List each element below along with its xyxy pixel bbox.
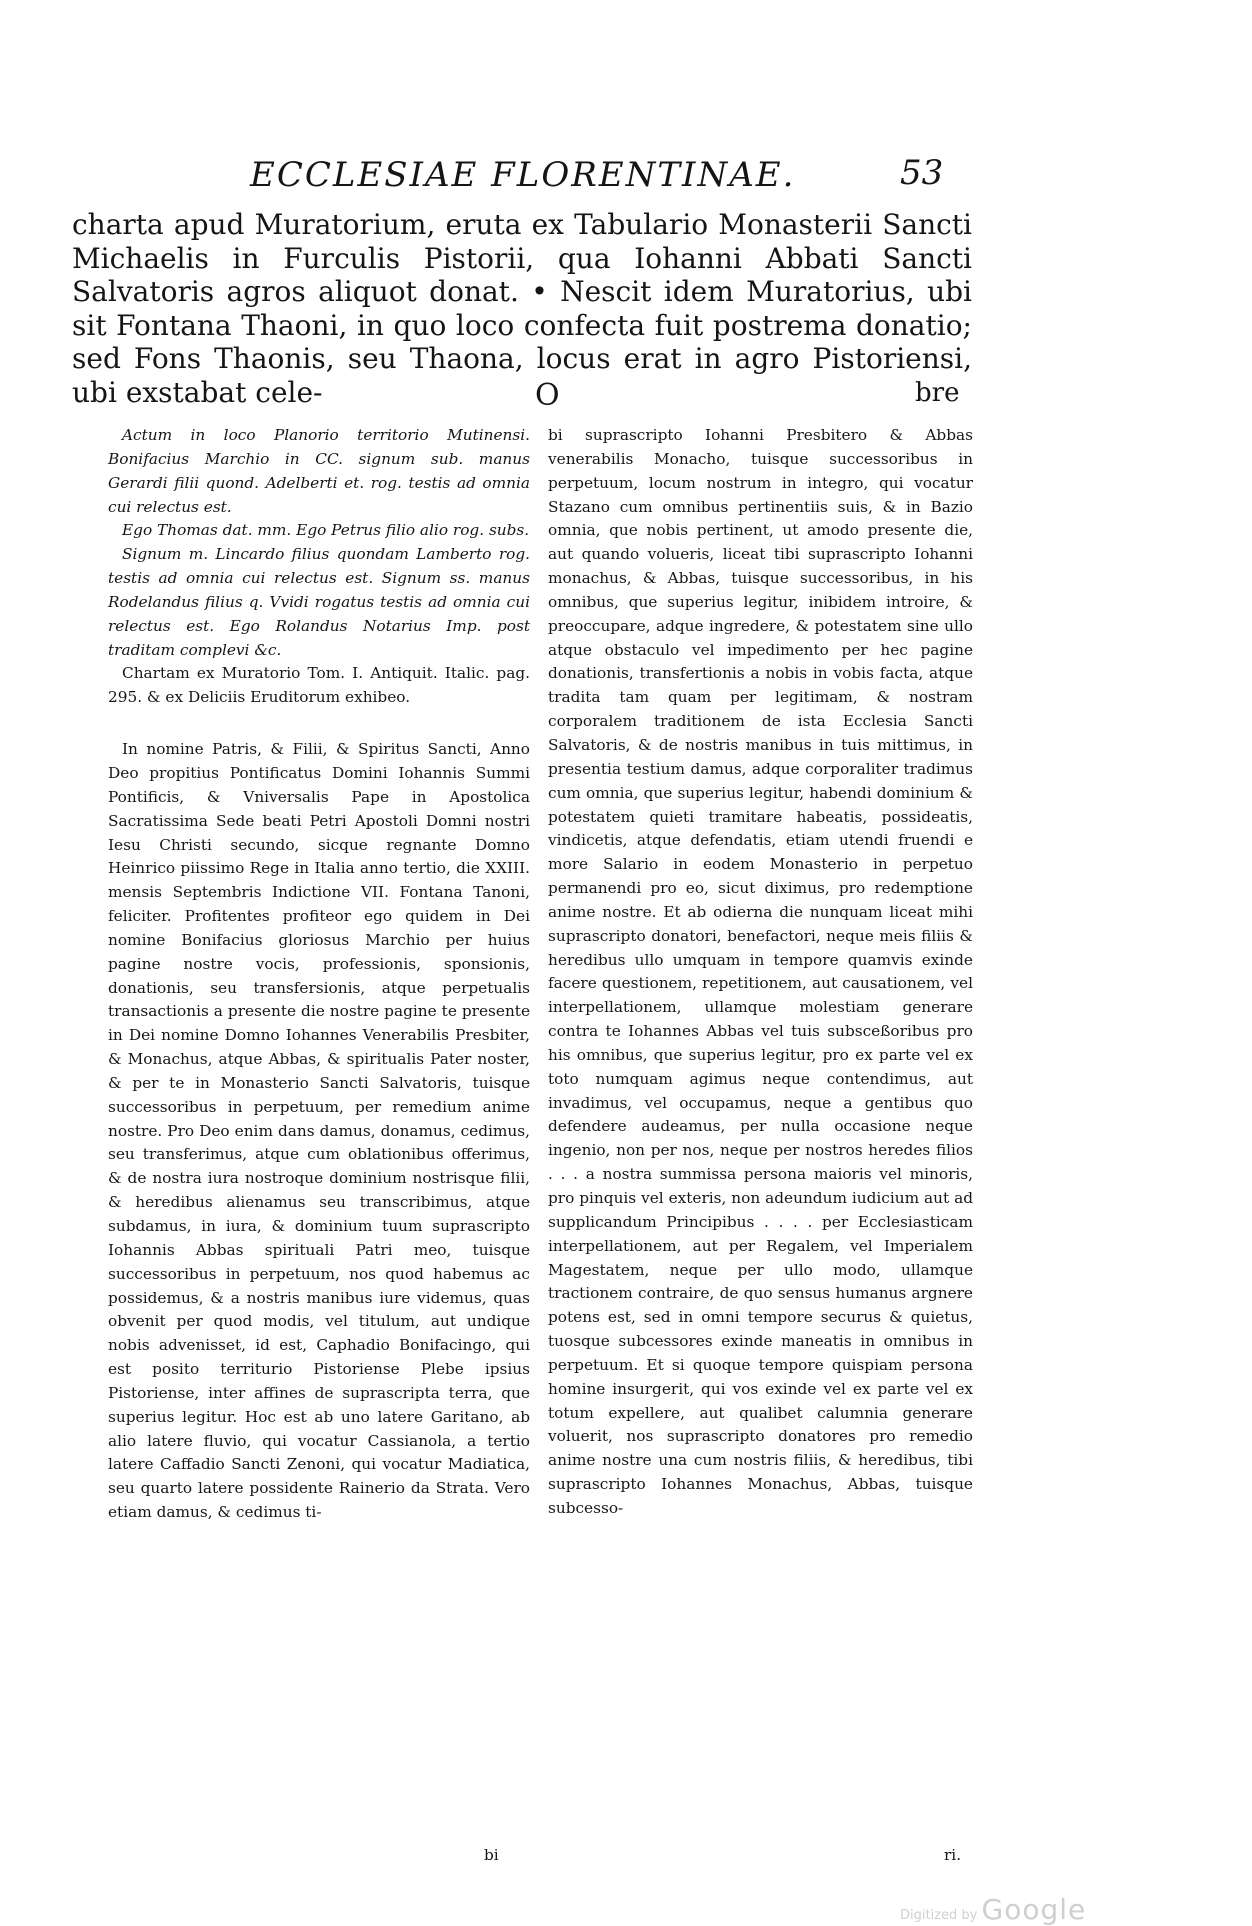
digitization-watermark [900,1893,1086,1926]
intro-text: charta apud Muratorium, eruta ex Tabulario Monasterii Sancti Michaelis in Furculis Pistorii, qua Iohanni Abbati Sancti Salvatoris agros aliquot donat. • Nescit idem Muratorius, ubi sit Fontana Thaoni, in quo loco confecta fuit postrema donatio; sed Fons Thaonis, seu Thaona, locus erat in agro Pistoriensi, ubi exstabat cele- [72,208,972,409]
intro-catchword: bre [915,378,960,408]
signature-mark: O [535,378,560,413]
left-catchword: bi [484,1846,499,1864]
intro-paragraph [72,208,972,409]
running-title: ECCLESIAE FLORENTINAE. [250,155,796,195]
column-gap [108,710,530,738]
charter-continuation: bi suprascripto Iohanni Presbitero & Abbas venerabilis Monacho, tuisque successoribus in perpetuum, locum nostrum in integro, qui vocatur Stazano cum omnibus pertinentiis suis, & in Bazio omnia, que nobis pertinent, ut amodo presente die, aut quando volueris, liceat tibi suprascripto Iohanni monachus, & Abbas, tuisque successoribus, in his omnibus, que superius legitur, inibidem introire, & preoccupare, adque ingredere, & potestatem sine ullo atque obstaculo vel impedimento per hec pagine donationis, transfertionis a nobis in vobis facta, atque tradita tam quam per legitimam, & nostram corporalem traditionem de ista Ecclesia Sancti Salvatoris, & de nostris manibus in tuis mittimus, in presentia testium damus, adque corporaliter tradimus cum omnia, que superius legitur, habendi dominium & potestatem quieti tramitare habeatis, possideatis, vindicetis, atque defendatis, etiam utendi fruendi e more Salario in eodem Monasterio in perpetuo permanendi pro eo, sicut diximus, pro redemptione anime nostre. Et ab odierna die nunquam liceat mihi suprascripto donatori, benefactori, neque meis filiis & heredibus ullo umquam in tempore quamvis exinde facere questionem, repetitionem, aut causationem, vel interpellationem, ullamque molestiam generare contra te Iohannes Abbas vel tuis subsceßoribus pro his omnibus, que superius legitur, pro ex parte vel ex toto numquam agimus neque contendimus, aut invadimus, vel occupamus, neque a gentibus quo defendere audeamus, per nulla occasione neque ingenio, non per nos, neque per nostros heredes filios . . . a nostra summissa persona maioris vel minoris, pro pinquis vel exteris, non adeundum iudicium aut ad supplicandum Principibus . . . . per Ecclesiasticam interpellationem, aut per Regalem, vel Imperialem Magestatem, neque per ullo modo, ullamque tractionem contraire, de quo sensus humanus argnere potens est, sed in omni tempore securus & quietus, tuosque subcessores exinde maneatis in omnibus in perpetuum. Et si quoque tempore quispiam persona homine insurgerit, qui vos exinde vel ex parte vel ex totum expellere, aut qualibet calumnia generare voluerit, nos suprascripto donatores pro remedio anime nostre una cum nostris filiis, & heredibus, tibi suprascripto Iohannes Monachus, Abbas, tuisque subcesso- [548,426,973,1517]
page-number: 53 [900,153,944,193]
watermark-logo: Google [981,1893,1087,1926]
act-note: Actum in loco Planorio territorio Mutinensi. Bonifacius Marchio in CC. signum sub. manus Gerardi filii quond. Adelberti et. rog. testis ad omnia cui relectus est. [108,426,530,516]
left-column [108,424,530,1525]
signum-note: Signum m. Lincardo filius quondam Lamberto rog. testis ad omnia cui relectus est. Signum ss. manus Rodelandus filius q. Vvidi rogatus testis ad omnia cui relectus est. Ego Rolandus Notarius Imp. post traditam complevi &c. [108,545,530,659]
charter-text: In nomine Patris, & Filii, & Spiritus Sancti, Anno Deo propitius Pontificatus Domini Iohannis Summi Pontificis, & Vniversalis Pape in Apostolica Sacratissima Sede beati Petri Apostoli Domni nostri Iesu Christi secundo, sicque regnante Domno Heinrico piissimo Rege in Italia anno tertio, die XXIII. mensis Septembris Indictione VII. Fontana Tanoni, feliciter. Profitentes profiteor ego quidem in Dei nomine Bonifacius gloriosus Marchio per huius pagine nostre vocis, professionis, sponsionis, donationis, seu transfersionis, atque perpetualis transactionis a presente die nostre pagine te presente in Dei nomine Domno Iohannes Venerabilis Presbiter, & Monachus, atque Abbas, & spiritualis Pater noster, & per te in Monasterio Sancti Salvatoris, tuisque successoribus in perpetuum, per remedium anime nostre. Pro Deo enim dans damus, donamus, cedimus, seu transferimus, atque cum oblationibus offerimus, & de nostra iura nostroque dominium nostrisque filii, & heredibus alienamus seu transcribimus, atque subdamus, in iura, & dominium tuum suprascripto Iohannis Abbas spirituali Patri meo, tuisque successoribus in perpetuum, nos quod habemus ac possidemus, & a nostris manibus iure videmus, quas obvenit per quod modis, vel titulum, aut undique nobis advenisset, id est, Caphadio Bonifacingo, qui est posito territurio Pistoriense Plebe ipsius Pistoriense, inter affines de suprascripta terra, que superius legitur. Hoc est ab uno latere Garitano, ab alio latere fluvio, qui vocatur Cassianola, a tertio latere Caffadio Sancti Zenoni, qui vocatur Madiatica, seu quarto latere possidente Rainerio da Strata. Vero etiam damus, & cedimus ti- [108,740,530,1522]
right-catchword: ri. [944,1846,962,1864]
source-note: Chartam ex Muratorio Tom. I. Antiquit. Italic. pag. 295. & ex Deliciis Eruditorum exhibeo. [108,664,530,707]
ego-thomas-note: Ego Thomas dat. mm. Ego Petrus filio alio rog. subs. [122,521,530,540]
watermark-small: Digitized by [900,1908,978,1923]
right-column [548,424,973,1521]
